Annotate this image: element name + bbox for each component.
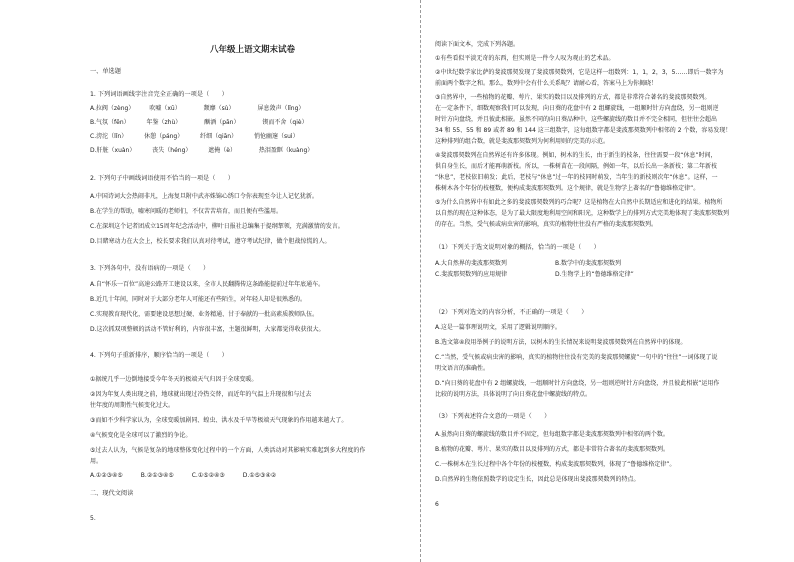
sub-question-1-option-d: D.生物学上的“鲁德维格定律” [555,271,634,278]
page-number: 6 [435,501,439,508]
question-1-option-b: B.气氛（fēn） 年鉴（zhù） 酗酒（pān） 锲而不舍（qiè） [90,119,308,126]
sub-question-2-option-d-cont: 比较的说明方法，具体说明了向日葵花盘中螺旋线的特点。 [435,391,592,398]
sub-question-1-option-b: B.数学中的斐波那契数列 [555,260,622,267]
question-4-sentence-5: ⑤过去人认为，气候是复杂的地球整体变化过程中的一个方面，人类活动对其影响实难起到多大程度的作 [90,447,366,454]
question-1-option-d: D.肝脏（xuàn） 丧失（héng） 遮掩（è） 热泪盈眶（kuàng） [90,147,314,154]
question-1-stem: 1. 下列词语画线字注音完全正确的一项是（ ） [90,91,228,98]
exam-title: 八年级上语文期末试卷 [210,45,296,55]
section-heading-modern-reading: 二、现代文阅读 [90,490,134,497]
passage-paragraph-4-line-2: 供自身生长，而后才能再萌新枝。所以，一株树苗在一段间隔，例如一年，以后长出一条新枝；第二年新枝 [435,163,718,170]
sub-question-1-stem: （1）下列关于选文说明对象的概括，恰当的一项是（ ） [435,244,600,251]
question-1-option-a: A.拉阀（zèng） 吹嘘（xū） 颓靡（sù） 屏息敛声（lǐng） [90,105,305,112]
question-2-option-a: A.中国诗词大会热闹非凡，上海复旦附中武亦姝锦心绣口令你表现至今让人记忆犹新。 [90,193,318,200]
question-3-option-c: C.实现教育现代化，需要建设思想过硬、业务精通、甘于奉献的一批高素质教师队伍。 [90,311,319,318]
sub-question-3-option-b: B.植物的花瓣、萼片、果实的数目以及排列的方式，都是非常符合著名的斐波那契数列。 [435,446,670,453]
question-3-option-b: B.近几十年间，同时对于大部分老年人可能还有些陌生，对年轻人却是很熟悉的。 [90,296,307,303]
reading-intro: 阅读下面文本，完成下列各题。 [435,41,520,48]
sub-question-2-stem: （2）下列对选文的内容分析，不正确的一项是（ ） [435,309,588,316]
passage-paragraph-2-cont: 前面两个数字之和。那么，数列中会有什么关系呢？请耐心看，答案马上为你揭晓！ [435,80,658,87]
passage-paragraph-3-line-5: 这种排列的组合数，就是斐波那契数列为何利用则的完美的示范。 [435,138,610,145]
question-2-option-b: B.在学生的帮助，嘘寒问暖的老师们，不仅苦苦培育，而且便有些滥用。 [90,208,283,215]
question-4-sentence-4: ④气候变化是全球可以了激烈的争论。 [90,432,192,439]
question-3-option-a: A.自“怀乐一百位”高速公路开工建设以来，全市人民翻腾传这条路能提前过年年底通车。 [90,281,325,288]
question-4-sentence-5-cont: 用。 [90,458,103,465]
right-page [422,0,794,562]
section-heading-single-choice: 一、单选题 [90,68,121,75]
question-4-sentence-2-cont: 往年度的周期性气候变化过大。 [90,402,175,409]
question-3-stem: 3. 下列各句中，没有语病的一项是（ ） [90,265,210,272]
passage-paragraph-3-line-4: 34 和 55、55 和 89 或者 89 和 144 这三组数字，这每组数字都是斐波那契数列中相邻的 2 个数，容易发现！ [435,127,732,134]
question-4-sentence-1: ①据统几乎一边倒地接受今年冬天的极端天气归因于全球变暖。 [90,376,258,383]
passage-paragraph-3: ③自然界中，一些植物的花瓣、萼片、果实的数目以及排列的方式，都是非常符合著名的斐波那契数列。 [435,94,711,101]
sub-question-2-option-a: A.这是一篇事理说明文，采用了逻辑说明顺序。 [435,324,561,331]
sub-question-1-option-c: C.斐波那契数列的应用规律 [435,271,508,278]
page-number: 5. [90,515,96,522]
sub-question-2-option-d: D.“向日葵的花盘中有 2 组螺旋线，一组顺时针方向盘绕，另一组则逆时针方向盘绕，并且彼此相嵌”运用作 [435,380,720,387]
question-4-options: A.①②③④⑤ B.②①③④⑤ C.①⑤②④③ D.①⑤③④② [90,472,277,479]
question-4-sentence-3: ③而如不少科学家认为，全球变暖加剧同、蝗虫、洪水及千旱等极端天气现象的作用越来越大了。 [90,417,348,424]
passage-paragraph-3-line-3: 时针方向盘绕，并且彼此相嵌。虽然不同的向日葵品种中，这些螺旋线的数目并不完全相同，但往往会超出 [435,116,718,123]
passage-paragraph-5-line-2: 以自然的现在这种体态，是为了最大限度地利用空间和阳光，这种数学上的排列方式完美地体现了斐波那契数列 [435,210,730,217]
passage-paragraph-4-line-3: “休息”，老枝依旧萌发；此后，老枝与“休息”过一年的枝同时萌发，当年生的新枝则次年“休息”。这样，一 [435,174,718,181]
sub-question-3-stem: （3）下列表述符合文意的一项是（ ） [435,413,551,420]
page-divider [420,0,421,562]
question-4-stem: 4. 下列句子重新排序，顺序恰当的一项是（ ） [90,352,228,359]
sub-question-2-option-b: B.选文第④段用举例子的说明方法，以树木的生长情况来说明斐波那契数列在自然界中的体现。 [435,339,687,346]
passage-paragraph-5: ⑤为什么自然界中有如此之多的斐波那契数列的巧合呢？这是植物在大自然中长期适应和进化的结果。植物所 [435,199,723,206]
question-2-stem: 2. 下列句子中画线词语使用不恰当的一项是（ ） [90,175,234,182]
question-3-option-d: D.这次抓双项整顿的活动不管好利的，内容很丰富，主题很鲜明，大家都觉得收获很大。 [90,326,325,333]
question-4-sentence-2: ②因为年复人类出现之前，地球就出现过冷热交替，而近年的气温上升现很和与过去 [90,391,312,398]
passage-paragraph-2: ②中世纪数学家比萨的斐波那契发现了斐波那契数列，它是这样一组数列：1，1，2，3，5……即后一数字为 [435,69,724,76]
passage-paragraph-3-line-2: 在一定条件下，细数观察我们可以发现，向日葵的花盘中有 2 组螺旋线，一组顺时针方向盘绕，另一组则逆 [435,105,719,112]
passage-paragraph-1: ①有些看似平淡无奇的东西，但实则是一件令人叹为观止的艺术品。 [435,55,615,62]
passage-paragraph-4-line-4: 株树木各个年份的枝桠数，便构成斐波那契数列。这个规律，就是生物学上著名的“鲁德维格定律”。 [435,185,700,192]
sub-question-1-option-a: A.大自然界的斐波那契数列 [435,260,507,267]
sub-question-3-option-c: C.一株树木在生长过程中各个年份的枝桠数，构成斐波那契数列，体现了“鲁德维格定律”。 [435,461,676,468]
sub-question-2-option-c: C.“当然，受气候或病虫害的影响，真实的植物往往没有完美的斐波那契螺旋”一句中的“往往”一词体现了说 [435,354,718,361]
question-2-option-c: C.在深圳这个记者团成立15周年纪念活动中，柳叶日报社总编集于提纲挈领，充满激情的发言。 [90,223,344,230]
sub-question-3-option-d: D.自然界的生物依照数学的设定生长，因此总是体现出斐波那契数列的特点。 [435,476,640,483]
question-1-option-c: C.滂沱（lǐn） 休憩（páng） 纤细（qiān） 悄怆幽邃（suì） [90,133,299,140]
sub-question-2-option-c-cont: 明文语言的准确性。 [435,365,490,372]
question-2-option-d: D.目睹寒动力在大会上，校长要求我们认真对待考试，遵守考试纪律，做个胆战惊慌的人。 [90,238,331,245]
passage-paragraph-4: ④斐波那契数列在自然界还有许多体现。例如，树木的生长，由于新生的枝条，往往需要一段“休息”时间， [435,152,717,159]
sub-question-3-option-a: A.虽然向日葵的螺旋线的数目并不固定，但每组数字都是斐波那契数列中相邻的两个数。 [435,431,669,438]
passage-paragraph-5-line-3: 的存在。当然，受气候或病虫害的影响，真实的植物往往没有严格的斐波那契数列。 [435,221,658,228]
